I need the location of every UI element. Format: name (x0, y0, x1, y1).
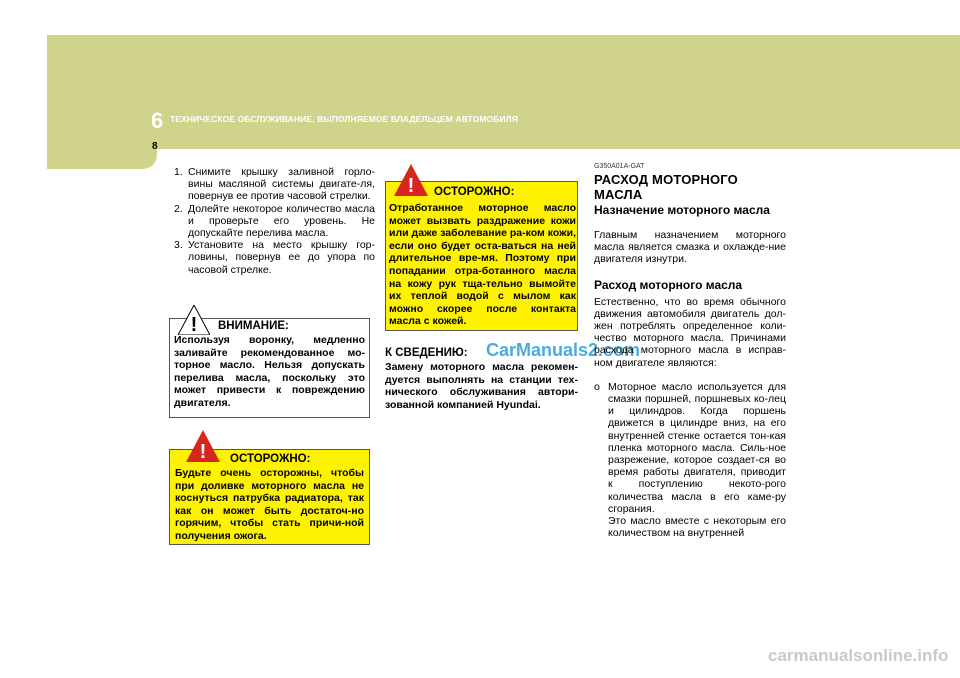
note-title: К СВЕДЕНИЮ: (385, 347, 468, 359)
list-item: 3. Установите на место крышку гор-ловины, повернув ее до упора по часовой стрелке. (174, 239, 375, 276)
header-tab (47, 149, 157, 169)
list-item: 2. Долейте некоторое количество масла и проверьте его уровень. Не допускайте перелива масла. (174, 202, 375, 240)
subheading-purpose: Назначение моторного масла (594, 203, 770, 217)
paragraph: Главным назначением моторного масла является смазка и охлажде-ние двигателя изнутри. (594, 229, 786, 266)
section-code: G350A01A-GAT (594, 163, 645, 170)
attention-box (169, 314, 370, 418)
page-number: 8 (152, 141, 158, 152)
chapter-title: ТЕХНИЧЕСКОЕ ОБСЛУЖИВАНИЕ, ВЫПОЛНЯЕМОЕ ВЛАДЕЛЬЦЕМ АВТОМОБИЛЯ (170, 114, 518, 124)
svg-text:!: ! (407, 175, 415, 196)
warning-triangle-icon (178, 305, 210, 335)
caution-box (169, 441, 370, 545)
svg-text:!: ! (199, 441, 207, 462)
header-band (47, 35, 960, 149)
chapter-number: 6 (151, 108, 164, 133)
bullet-continuation: Это масло вместе с некоторым его количеством на внутренней (608, 515, 786, 540)
footer-watermark: carmanualsonline.info (768, 646, 949, 665)
caution-title: ОСТОРОЖНО: (230, 453, 311, 465)
attention-title: ВНИМАНИЕ: (218, 320, 289, 332)
caution-body: Отработанное моторное масло может вызвать раздражение кожи или даже заболевание ра-ком кожи, если оно будет оста-ваться на ней длительное вре-мя. Поэтому при попадании отра-ботанного масла на кожу рук тща-тельно вымойте их теплой водой с мылом как можно скорее после контакта масла с кожей. (389, 202, 576, 328)
caution-body: Будьте очень осторожны, чтобы при доливке моторного масла не коснуться патрубка радиатора, так как он может быть достаточ-но горячим, чтобы стать причи-ной получения ожога. (175, 467, 364, 542)
bullet-mark: o (594, 380, 600, 393)
list-item: 1. Снимите крышку заливной горло-вины масляной системы двигате-ля, повернув ее против часовой стрелки. (174, 166, 375, 203)
svg-text:!: ! (190, 314, 198, 335)
section-heading: РАСХОД МОТОРНОГО МАСЛА (594, 172, 738, 202)
subheading-consumption: Расход моторного масла (594, 277, 743, 292)
steps-list (160, 166, 375, 276)
caution-title: ОСТОРОЖНО: (434, 186, 515, 198)
bullet-item: o Моторное масло используется для смазки поршней, поршневых ко-лец и цилиндров. Когда поршень движется в цилиндре вниз, на его внутренней стенке остается тон-кая пленка моторного масла. Силь-ное разрежение, которое создает-ся во время работы двигателя, приводит к поступлению некото-рого количества масла в его каме-ру сгорания. (594, 380, 786, 515)
caution-box-2 (385, 175, 578, 331)
right-column (594, 163, 786, 539)
note-body: Замену моторного масла рекомен-дуется выполнять на станции тех-нического обслуживания автори-зованной компанией Hyundai. (385, 361, 578, 411)
warning-triangle-icon (394, 164, 428, 196)
paragraph: Естественно, что во время обычного движения автомобиля двигатель дол-жен потреблять определенное коли-чество моторного масла. Причинами расхода моторного масла в исправ-ном двигателе являются: (594, 295, 786, 369)
attention-body: Используя воронку, медленно заливайте рекомендованное мо-торное масло. Нельзя допускать перелива масла, поскольку это может привести к повреждению двигателя. (174, 334, 365, 409)
watermark: CarManuals2.com (486, 340, 641, 360)
warning-triangle-icon (186, 430, 220, 462)
